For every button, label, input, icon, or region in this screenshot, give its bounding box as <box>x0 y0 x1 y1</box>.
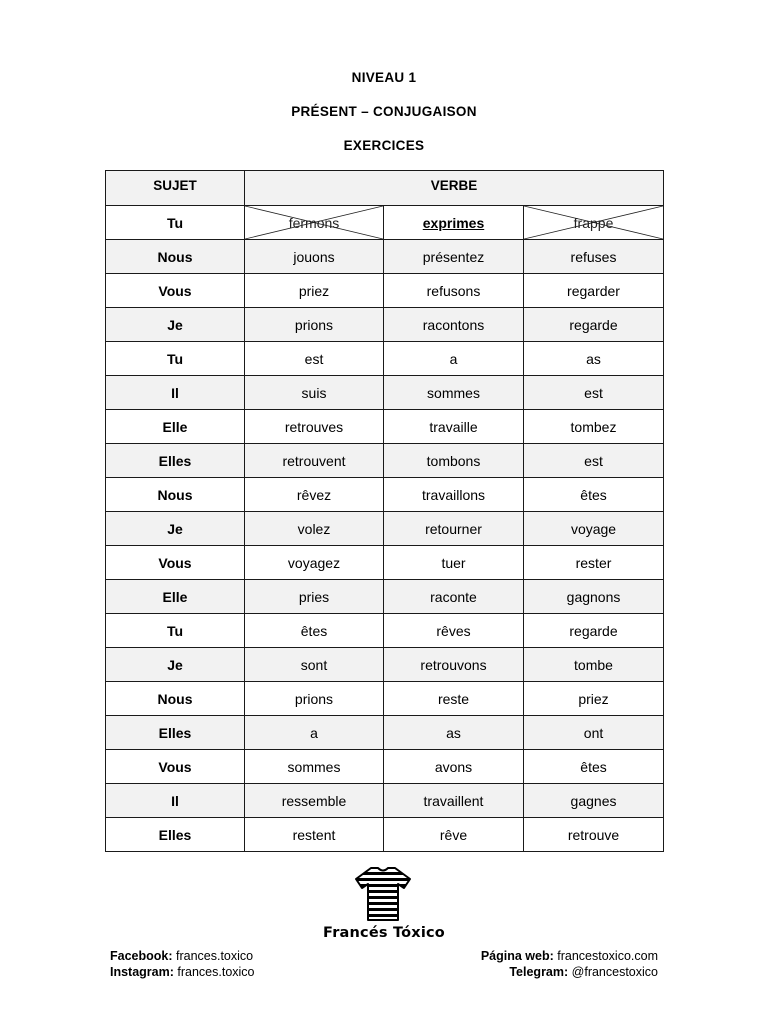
table-row <box>106 818 664 852</box>
table-row <box>106 478 664 512</box>
verb-option-cell[interactable]: présentez <box>384 240 524 274</box>
table-header-row <box>106 171 664 206</box>
footer-left <box>110 948 255 980</box>
verb-option-cell[interactable]: prions <box>245 308 384 342</box>
verb-option-cell[interactable]: tombe <box>524 648 664 682</box>
verb-option-cell[interactable]: racontons <box>384 308 524 342</box>
footer-right <box>481 948 658 980</box>
section-title: EXERCICES <box>343 138 425 153</box>
verb-option-cell[interactable]: reste <box>384 682 524 716</box>
verb-option-cell[interactable]: regarde <box>524 614 664 648</box>
verb-option-cell[interactable]: rêvez <box>245 478 384 512</box>
telegram-label: Telegram: <box>509 965 569 979</box>
subject-cell: Elles <box>106 818 245 852</box>
verb-option-cell[interactable]: retrouves <box>245 410 384 444</box>
verb-option-cell[interactable]: avons <box>384 750 524 784</box>
verb-option-cell[interactable]: a <box>384 342 524 376</box>
verb-option-cell[interactable]: retrouvons <box>384 648 524 682</box>
verb-option-cell[interactable]: retrouve <box>524 818 664 852</box>
verb-option-cell[interactable]: volez <box>245 512 384 546</box>
verb-option-cell[interactable]: sommes <box>384 376 524 410</box>
subject-cell: Vous <box>106 546 245 580</box>
verb-option-cell[interactable]: sommes <box>245 750 384 784</box>
example-row <box>106 206 664 240</box>
subject-cell: Tu <box>106 342 245 376</box>
verb-option-cell[interactable]: travaillent <box>384 784 524 818</box>
example-subject: Tu <box>106 206 245 240</box>
verb-option-cell[interactable]: tombons <box>384 444 524 478</box>
table-row <box>106 784 664 818</box>
subject-cell: Nous <box>106 478 245 512</box>
subject-cell: Nous <box>106 682 245 716</box>
verb-option-cell[interactable]: regarde <box>524 308 664 342</box>
verb-option-cell[interactable]: voyagez <box>245 546 384 580</box>
table-row <box>106 444 664 478</box>
table-row <box>106 240 664 274</box>
table-row <box>106 580 664 614</box>
table-row <box>106 546 664 580</box>
example-option-crossed <box>524 206 664 240</box>
table-row <box>106 614 664 648</box>
level-title: NIVEAU 1 <box>351 70 417 85</box>
subject-cell: Elle <box>106 580 245 614</box>
example-option-text: frappe <box>573 214 614 231</box>
verb-option-cell[interactable]: pries <box>245 580 384 614</box>
example-answer-text: exprimes <box>422 214 485 231</box>
verb-option-cell[interactable]: est <box>245 342 384 376</box>
verb-option-cell[interactable]: regarder <box>524 274 664 308</box>
verb-option-cell[interactable]: retrouvent <box>245 444 384 478</box>
example-option-text: fermons <box>288 214 340 231</box>
verb-option-cell[interactable]: suis <box>245 376 384 410</box>
brand-name: Francés Tóxico <box>323 925 445 941</box>
verb-column-header: VERBE <box>245 171 664 206</box>
subject-cell: Nous <box>106 240 245 274</box>
facebook-line <box>110 948 255 964</box>
table-row <box>106 308 664 342</box>
table-row <box>106 410 664 444</box>
verb-option-cell[interactable]: travaille <box>384 410 524 444</box>
table-row <box>106 750 664 784</box>
verb-option-cell[interactable]: as <box>384 716 524 750</box>
verb-option-cell[interactable]: priez <box>524 682 664 716</box>
subject-cell: Vous <box>106 274 245 308</box>
verb-option-cell[interactable]: rêve <box>384 818 524 852</box>
subject-cell: Je <box>106 308 245 342</box>
subject-cell: Tu <box>106 614 245 648</box>
verb-option-cell[interactable]: raconte <box>384 580 524 614</box>
facebook-handle[interactable]: frances.toxico <box>176 949 254 963</box>
table-row <box>106 376 664 410</box>
table-row <box>106 274 664 308</box>
verb-option-cell[interactable]: ont <box>524 716 664 750</box>
table-row <box>106 342 664 376</box>
subject-cell: Elles <box>106 444 245 478</box>
table-row <box>106 682 664 716</box>
instagram-handle[interactable]: frances.toxico <box>177 965 255 979</box>
verb-option-cell[interactable]: êtes <box>524 478 664 512</box>
subject-cell: Je <box>106 512 245 546</box>
subject-cell: Il <box>106 376 245 410</box>
table-row <box>106 512 664 546</box>
instagram-label: Instagram: <box>110 965 174 979</box>
verb-option-cell[interactable]: prions <box>245 682 384 716</box>
telegram-handle[interactable]: @francestoxico <box>571 965 658 979</box>
example-option-answer <box>384 206 524 240</box>
verb-option-cell[interactable]: a <box>245 716 384 750</box>
subject-cell: Elles <box>106 716 245 750</box>
verb-option-cell[interactable]: tuer <box>384 546 524 580</box>
verb-option-cell[interactable]: sont <box>245 648 384 682</box>
verb-option-cell[interactable]: êtes <box>524 750 664 784</box>
telegram-line <box>481 964 658 980</box>
verb-option-cell[interactable]: voyage <box>524 512 664 546</box>
verb-option-cell[interactable]: refusons <box>384 274 524 308</box>
verb-option-cell[interactable]: gagnes <box>524 784 664 818</box>
verb-option-cell[interactable]: priez <box>245 274 384 308</box>
subject-cell: Je <box>106 648 245 682</box>
verb-option-cell[interactable]: est <box>524 444 664 478</box>
table-row <box>106 716 664 750</box>
facebook-label: Facebook: <box>110 949 173 963</box>
verb-option-cell[interactable]: jouons <box>245 240 384 274</box>
topic-title: PRÉSENT – CONJUGAISON <box>291 104 477 119</box>
example-option-crossed <box>245 206 384 240</box>
verb-option-cell[interactable]: restent <box>245 818 384 852</box>
verb-option-cell[interactable]: êtes <box>245 614 384 648</box>
verb-option-cell[interactable]: gagnons <box>524 580 664 614</box>
verb-option-cell[interactable]: travaillons <box>384 478 524 512</box>
verb-option-cell[interactable]: rêves <box>384 614 524 648</box>
verb-option-cell[interactable]: rester <box>524 546 664 580</box>
verb-option-cell[interactable]: retourner <box>384 512 524 546</box>
table-row <box>106 648 664 682</box>
verb-option-cell[interactable]: as <box>524 342 664 376</box>
conjugation-table <box>105 170 664 852</box>
website-label: Página web: <box>480 949 554 963</box>
striped-tshirt-icon <box>354 866 412 922</box>
verb-option-cell[interactable]: tombez <box>524 410 664 444</box>
website-line <box>481 948 658 964</box>
subject-cell: Vous <box>106 750 245 784</box>
instagram-line <box>110 964 255 980</box>
subject-cell: Il <box>106 784 245 818</box>
verb-option-cell[interactable]: refuses <box>524 240 664 274</box>
subject-column-header: SUJET <box>106 171 245 206</box>
subject-cell: Elle <box>106 410 245 444</box>
website-link[interactable]: francestoxico.com <box>557 949 658 963</box>
verb-option-cell[interactable]: est <box>524 376 664 410</box>
verb-option-cell[interactable]: ressemble <box>245 784 384 818</box>
